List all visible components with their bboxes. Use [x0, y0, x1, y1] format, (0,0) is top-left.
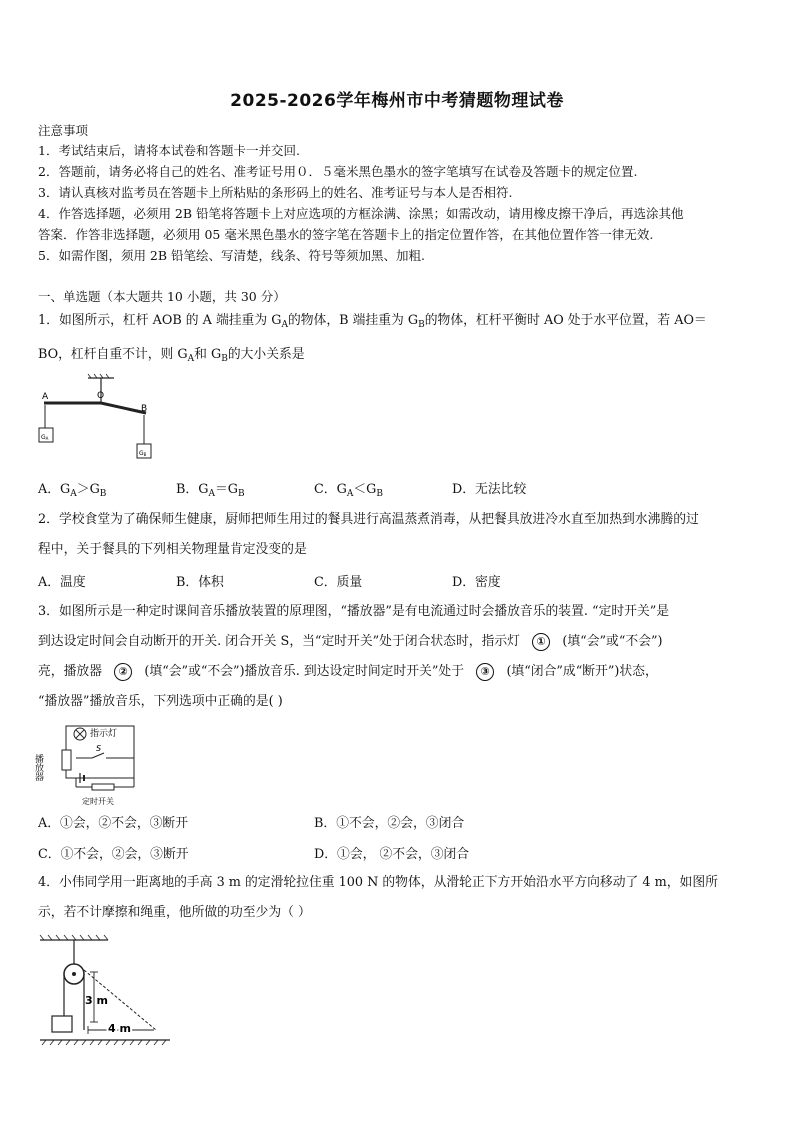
blank-3: ③	[476, 663, 494, 681]
lever-label-b: B	[141, 404, 148, 414]
blank-2: ②	[114, 663, 132, 681]
notice-heading: 注意事项	[38, 123, 89, 138]
switch-label: S	[96, 744, 102, 753]
timer-label: 定时开关	[82, 797, 114, 806]
lamp-label: 指示灯	[90, 729, 118, 739]
height-label: 3 m	[85, 994, 108, 1007]
section-heading: 一、单选题（本大题共 10 小题，共 30 分）	[38, 289, 286, 304]
player-label: 播放器	[33, 754, 43, 781]
page-title: 2025-2026学年梅州市中考猜题物理试卷	[230, 91, 564, 111]
distance-label: 4 m	[108, 1022, 131, 1035]
question-2-text: 2．学校食堂为了确保师生健康，厨师把师生用过的餐具进行高温蒸煮消毒，从把餐具放进冷水直至加热到水沸腾的过 程中，关于餐具的下列相关物理量肯定没变的是	[38, 512, 699, 557]
question-3-text: 3．如图所示是一种定时课间音乐播放装置的原理图，“播放器”是有电流通过时会播放音乐的装置. “定时开关”是 到达设定时间会自动断开的开关. 闭合开关 S，当“定时开关”处于闭合状态时，指示灯 ① (填“会”或“不会”) 亮，播放器 ② (填“会”或“不会”)播放音乐. 到达设定时间定时开关”处于 ③ (填“闭合”成“断开”)状态， “播放器”播放音乐，下列选项中正确的是( )	[38, 604, 670, 709]
q1-option-a[interactable]: A．$G_A>G_B$	[38, 482, 107, 499]
notice-item-4-cont: 答案．作答非选择题，必须用 05 毫米黑色墨水的签字笔在答题卡上的指定位置作答，在其他位置作答一律无效.	[38, 227, 654, 242]
q1-option-b[interactable]: B．$G_A=G_B$	[176, 482, 245, 499]
q2-option-a[interactable]: A．温度	[38, 575, 86, 590]
lever-figure	[36, 370, 166, 462]
weight-label-gb: GB	[139, 450, 147, 457]
notice-item-5: 5．如需作图，须用 2B 铅笔绘、写清楚，线条、符号等须加黑、加粗.	[38, 248, 426, 263]
lever-label-o: O	[97, 391, 105, 401]
pulley-figure	[38, 932, 178, 1048]
q2-option-b[interactable]: B．体积	[176, 575, 224, 590]
blank-1: ①	[532, 633, 550, 651]
q3-option-a[interactable]: A．①会，②不会，③断开	[38, 816, 189, 831]
q2-option-c[interactable]: C．质量	[314, 575, 363, 590]
lever-label-a: A	[42, 392, 49, 402]
q3-option-b[interactable]: B．①不会，②会，③闭合	[314, 816, 465, 831]
question-4-text: 4．小伟同学用一距离地的手高 3 m 的定滑轮拉住重 100 N 的物体，从滑轮正下方开始沿水平方向移动了 4 m，如图所 示，若不计摩擦和绳重，他所做的功至少为（ ）	[38, 875, 718, 920]
notice-item-3: 3．请认真核对监考员在答题卡上所粘贴的条形码上的姓名、准考证号与本人是否相符.	[38, 185, 513, 200]
q2-option-d[interactable]: D．密度	[452, 575, 501, 590]
circuit-figure	[33, 720, 142, 808]
q1-option-d[interactable]: D．无法比较	[452, 482, 527, 497]
notice-item-4: 4．作答选择题，必须用 2B 铅笔将答题卡上对应选项的方框涂满、涂黑；如需改动，请用橡皮擦干净后，再选涂其他	[38, 206, 684, 221]
notice-item-1: 1．考试结束后，请将本试卷和答题卡一并交回.	[38, 143, 300, 158]
q3-option-c[interactable]: C．①不会，②会，③断开	[38, 847, 189, 862]
q3-option-d[interactable]: D．①会， ②不会，③闭合	[314, 847, 470, 862]
notice-item-2: 2．答题前，请务必将自己的姓名、准考证号用０．５毫米黑色墨水的签字笔填写在试卷及答题卡的规定位置.	[38, 164, 638, 179]
weight-label-ga: GA	[41, 434, 49, 441]
q1-option-c[interactable]: C．$G_A<G_B$	[314, 482, 383, 499]
question-1-text: 1．如图所示，杠杆 AOB 的 A 端挂重为 $G_A$的物体，B 端挂重为 $G_B$的物体，杠杆平衡时 AO 处于水平位置，若 AO＝ BO，杠杆自重不计，则 $G_A$和 $G_B$的大小关系是	[38, 313, 707, 364]
